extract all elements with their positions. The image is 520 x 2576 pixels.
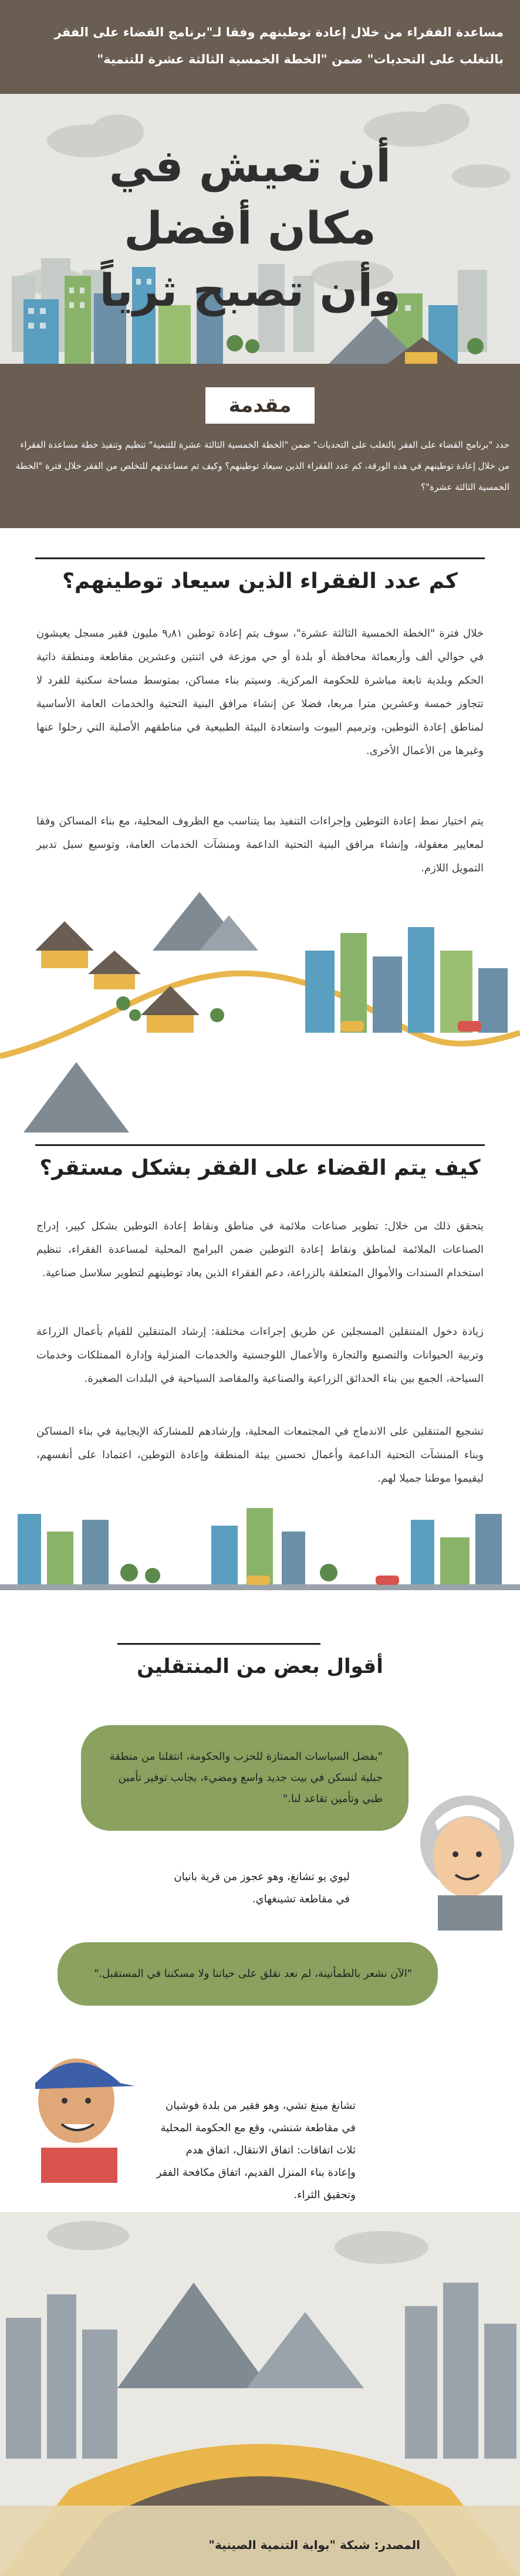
hero-section: [0, 0, 520, 422]
quote-text: "بفضل السياسات الممتازة للحزب والحكومة، انتقلنا من منطقة جبلية لنسكن في بيت جديد واسع ومضيء، بجانب توفير تأمين طبي وتأمين تقاعد لنا.": [109, 1750, 383, 1805]
header-text: مساعدة الفقراء من خلال إعادة توطينهم وفقا لـ"برنامج القضاء على الفقر بالتغلب على التحديات" ضمن "الخطة الخمسية الثالثة عشرة للتنمية": [54, 25, 504, 66]
young-man-avatar: [12, 2030, 147, 2183]
paragraph: تشجيع المتنقلين على الاندماج في المجتمعات المحلية، وإرشادهم للمشاركة الإيجابية في بناء المساكن وبناء المنشآت التحتية الداعمة وأعمال تحسين بيئة المنطقة وإعادة التوطين، اعتمادا على أنفسهم، ليقيموا موطنا جميلا لهم.: [36, 1425, 484, 1485]
source-label: المصدر: شبكة "بوابة التنمية الصينية": [208, 2538, 420, 2552]
section-poverty-eradication: [0, 1133, 520, 1590]
quote-bubble: [58, 1942, 438, 2006]
main-title: [68, 135, 432, 322]
section-divider: [117, 1643, 320, 1645]
paragraph: يتحقق ذلك من خلال: تطوير صناعات ملائمة في مناطق ونقاط إعادة التوطين بشكل كبير، إدراج الصناعات الملائمة لمناطق ونقاط إعادة التوطين ضمن البرامج المحلية لمساعدة الفقراء، تنظيم استخدام السندات والأموال المتعلقة بالزراعة، دعم الفقراء الذين يعاد توطينهم لتطوير سلاسل صناعية.: [36, 1220, 484, 1279]
paragraph: خلال فترة "الخطة الخمسية الثالثة عشرة"، سوف يتم إعادة توطين ٩٫٨١ مليون فقير مسجل يعيشون في حوالي ألف وأربعمائة محافظة أو بلدة أو حي موزعة في اثنتين وعشرين مقاطعة ومنطقة ذاتية الحكم وبلدية تابعة مباشرة للحكومة المركزية. وسيتم بناء مساكن، بمتوسط مساحة سكنية للفرد لا تتجاوز خمسة وعشرين مترا مربعا، فضلا عن إنشاء مرافق البنية التحتية والخدمات العامة الأساسية لمناطق إعادة التوطين، وترميم البيوت واستعادة البيئة الطبيعية في مناطقهم الأصلية التي رحلوا عنها وغيرها من الأعمال الأخرى.: [36, 627, 484, 757]
speaker-caption: تشانغ مينغ تشي، وهو فقير من بلدة فوشيان في مقاطعة شنشي، وقع مع الحكومة المحلية ثلاث اتفاقات: اتفاق الانتقال، اتفاق هدم وإعادة بناء المنزل القديم، اتفاق مكافحة الفقر وتحقيق الثراء.: [156, 2100, 356, 2201]
footer-section: [0, 2212, 520, 2576]
main-title-line-2: وأن تصبح ثرياً: [99, 264, 401, 316]
paragraph: زيادة دخول المتنقلين المسجلين عن طريق إجراءات مختلفة: إرشاد المتنقلين للقيام بأعمال الزراعة وتربية الحيوانات والتصنيع والتجارة والأعمال اللوجستية والخدمات المنزلية وإدارة الممتلكات وخدمات السياحة، الجمع بين بناء الحدائق الزراعية والصناعية والمقاصد السياحية في البلدات الصغيرة.: [36, 1326, 484, 1385]
elderly-man-avatar: [403, 1778, 520, 1931]
village-road-illustration: [0, 880, 520, 1133]
main-title-line-1: أن تعيش في مكان أفضل: [109, 140, 391, 254]
section-divider: [35, 1144, 485, 1146]
speaker-caption: ليوي يو تشانغ، وهو عجوز من قرية بانيان في مقاطعة تشينغهاي.: [174, 1871, 350, 1905]
section-divider: [35, 557, 485, 559]
intro-text: حدد "برنامج القضاء على الفقر بالتغلب على التحديات" ضمن "الخطة الخمسية الثالثة عشرة للتنمية" تنظيم وتنفيذ خطة مساعدة الفقراء من خلال إعادة توطينهم في هذه الورقة، كم عدد الفقراء الذين سيعاد توطينهم؟ وكيف تم مساعدتهم للتخلص من الفقر خلال فترة "الخطة الخمسية الثالثة عشرة"؟: [15, 440, 509, 492]
paragraph: يتم اختيار نمط إعادة التوطين وإجراءات التنفيذ بما يتناسب مع الظروف المحلية، مع بناء المساكن وفقا لمعايير معقولة، وإنشاء مرافق البنية التحتية الداعمة ومنشآت الخدمات العامة، وتوسيع سبل تدبير التمويل اللازم.: [36, 815, 484, 874]
section-title: كيف يتم القضاء على الفقر بشكل مستقر؟: [39, 1156, 481, 1180]
quote-bubble: [81, 1725, 408, 1831]
section-title: كم عدد الفقراء الذين سيعاد توطينهم؟: [62, 569, 458, 593]
intro-label: مقدمة: [205, 387, 315, 424]
section-resettled-count: [0, 528, 520, 1133]
section-testimonials: [0, 1590, 520, 2212]
section-title: أقوال بعض من المنتقلين: [137, 1655, 383, 1678]
quote-text: "الآن نشعر بالطمأنينة، لم نعد نقلق على حياتنا ولا مسكننا في المستقبل.": [94, 1968, 412, 1980]
city-skyline-illustration: [0, 1502, 520, 1590]
